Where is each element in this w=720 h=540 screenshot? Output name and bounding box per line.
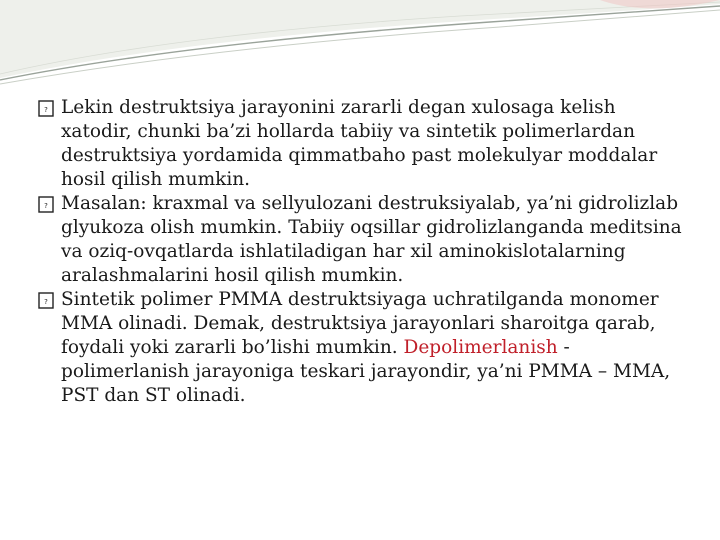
paragraph-1 xyxy=(38,96,688,192)
missing-glyph-icon xyxy=(38,292,54,309)
missing-glyph-icon xyxy=(38,100,54,117)
slide-body xyxy=(38,96,688,408)
depolimerlanish-term: Depolimerlanish xyxy=(403,337,558,358)
paragraph-2-text: Masalan: kraxmal va sellyulozani destruksiyalab, ya’ni gidrolizlab glyukoza olish mumkin. Tabiiy oqsillar gidrolizlanganda meditsina va oziq-ovqatlarda ishlatiladigan har xil aminokislotalarning aralashmalarini hosil qilish mumkin. xyxy=(61,193,682,286)
missing-glyph-icon xyxy=(38,196,54,213)
paragraph-3 xyxy=(38,288,688,408)
svg-text:?: ? xyxy=(44,202,48,210)
paragraph-2 xyxy=(38,192,688,288)
paragraph-3-text-before: Sintetik polimer PMMA destruktsiyaga uchratilganda monomer MMA olinadi. Demak, destruktsiya jarayonlari sharoitga qarab, foydali yoki zararli bo’lishi mumkin. xyxy=(61,289,659,358)
paragraph-1-text: Lekin destruktsiya jarayonini zararli degan xulosaga kelish xatodir, chunki ba’zi hollarda tabiiy va sintetik polimerlardan destruktsiya yordamida qimmatbaho past molekulyar moddalar hosil qilish mumkin. xyxy=(61,97,658,190)
paragraph-3-text-after: - polimerlanish jarayoniga teskari jarayondir, ya’ni PMMA – MMA, PST dan ST olinadi. xyxy=(61,337,671,406)
svg-text:?: ? xyxy=(44,106,48,114)
header-wave-decoration xyxy=(0,0,720,90)
svg-text:?: ? xyxy=(44,298,48,306)
